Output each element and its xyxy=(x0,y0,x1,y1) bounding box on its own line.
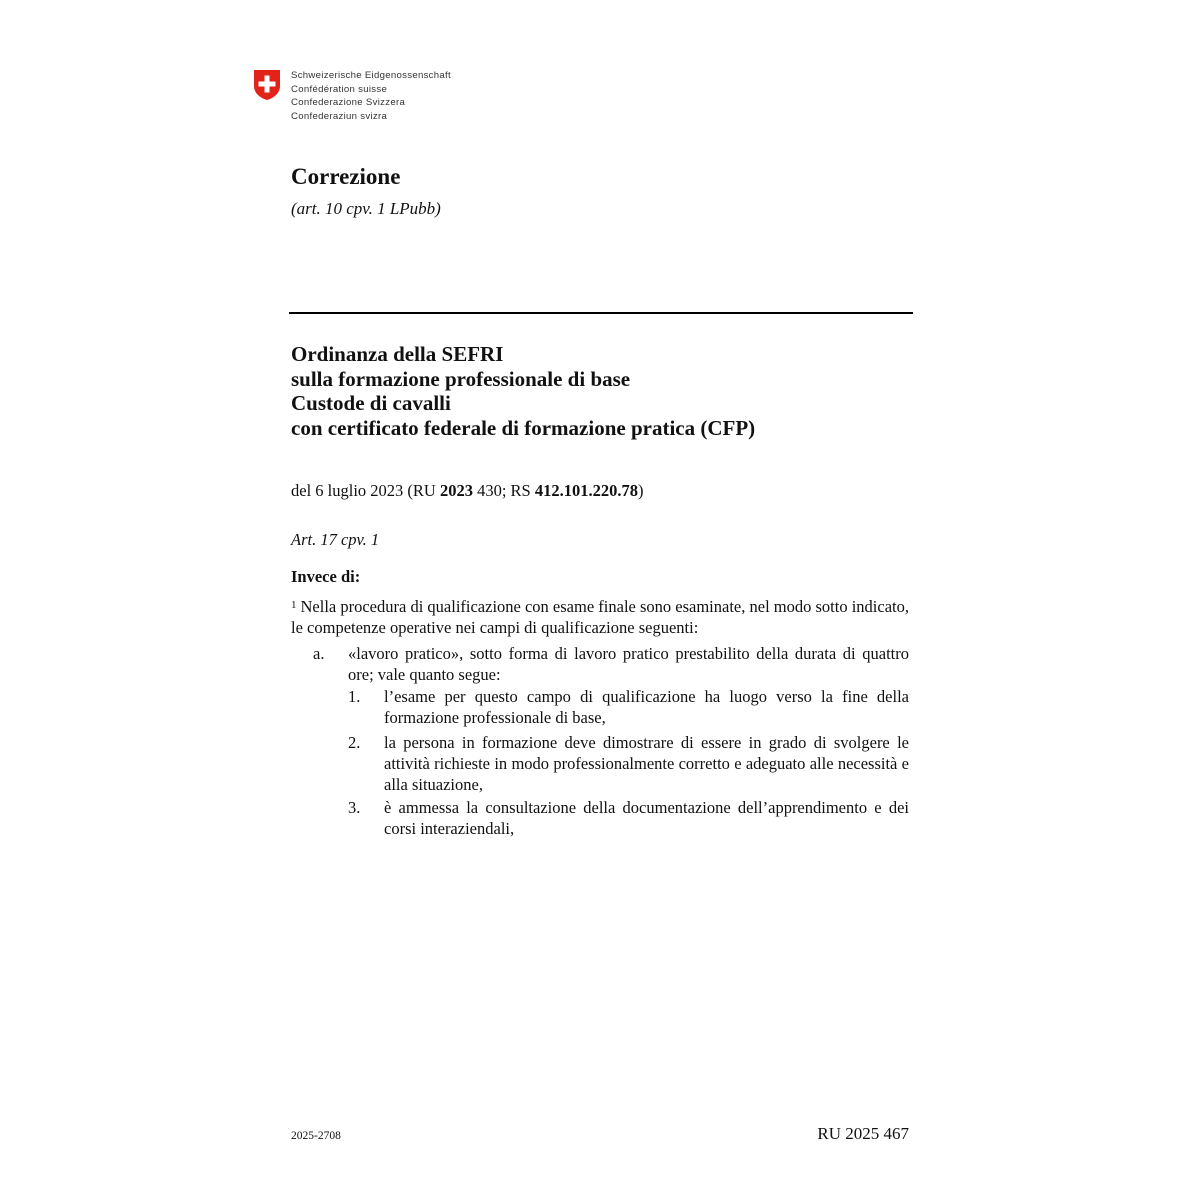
sub-item-number: 3. xyxy=(348,798,361,817)
correction-legal-basis: (art. 10 cpv. 1 LPubb) xyxy=(291,199,441,218)
sub-item-text: l’esame per questo campo di qualificazione ha luogo verso la fine della formazione professionale di base, xyxy=(384,687,909,727)
paragraph-number: 1 xyxy=(291,599,297,611)
list-item-label: a. xyxy=(313,644,325,663)
confederation-name-fr: Confédération suisse xyxy=(291,83,388,95)
confederation-name-rm: Confederaziun svizra xyxy=(291,110,388,122)
sub-item-number: 2. xyxy=(348,733,361,752)
act-date-prefix: del 6 luglio 2023 (RU xyxy=(291,481,440,500)
rs-number: 412.101.220.78 xyxy=(534,481,638,500)
horizontal-rule xyxy=(289,312,913,314)
confederation-name-it: Confederazione Svizzera xyxy=(291,97,406,109)
sub-item-text: è ammessa la consultazione della documentazione dell’apprendimento e dei corsi interaziendali, xyxy=(384,798,909,838)
sub-item-number: 1. xyxy=(348,687,361,706)
swiss-cross-icon xyxy=(253,69,281,101)
act-title-line: sulla formazione professionale di base xyxy=(291,366,631,391)
act-title-line: Ordinanza della SEFRI xyxy=(291,342,504,366)
confederation-name-de: Schweizerische Eidgenossenschaft xyxy=(291,70,451,81)
act-date-reference xyxy=(291,481,643,501)
ru-page: 430; RS xyxy=(472,481,535,500)
confederation-names xyxy=(291,69,511,123)
act-title-line: con certificato federale di formazione pratica (CFP) xyxy=(291,415,756,440)
sub-item-text: la persona in formazione deve dimostrare di essere in grado di svolgere le attività richieste in modo professionalmente corretto e adeguato alle necessità e alla situazione, xyxy=(384,733,909,794)
paragraph-1 xyxy=(291,595,909,638)
act-title xyxy=(291,342,755,440)
act-date-suffix: ) xyxy=(637,481,644,500)
paragraph-text: Nella procedura di qualificazione con esame finale sono esaminate, nel modo sotto indicato, le competenze operative nei campi di qualificazione seguenti: xyxy=(291,597,909,637)
publication-reference: RU 2025 467 xyxy=(817,1124,909,1143)
article-reference: Art. 17 cpv. 1 xyxy=(291,530,380,549)
ru-year: 2023 xyxy=(439,481,473,500)
list-item-text: «lavoro pratico», sotto forma di lavoro pratico prestabilito della durata di quattro ore; vale quanto segue: xyxy=(348,644,909,684)
document-number: 2025-2708 xyxy=(291,1130,341,1142)
correction-title: Correzione xyxy=(291,164,401,189)
act-title-line: Custode di cavalli xyxy=(291,391,451,415)
instead-heading: Invece di: xyxy=(291,567,361,586)
